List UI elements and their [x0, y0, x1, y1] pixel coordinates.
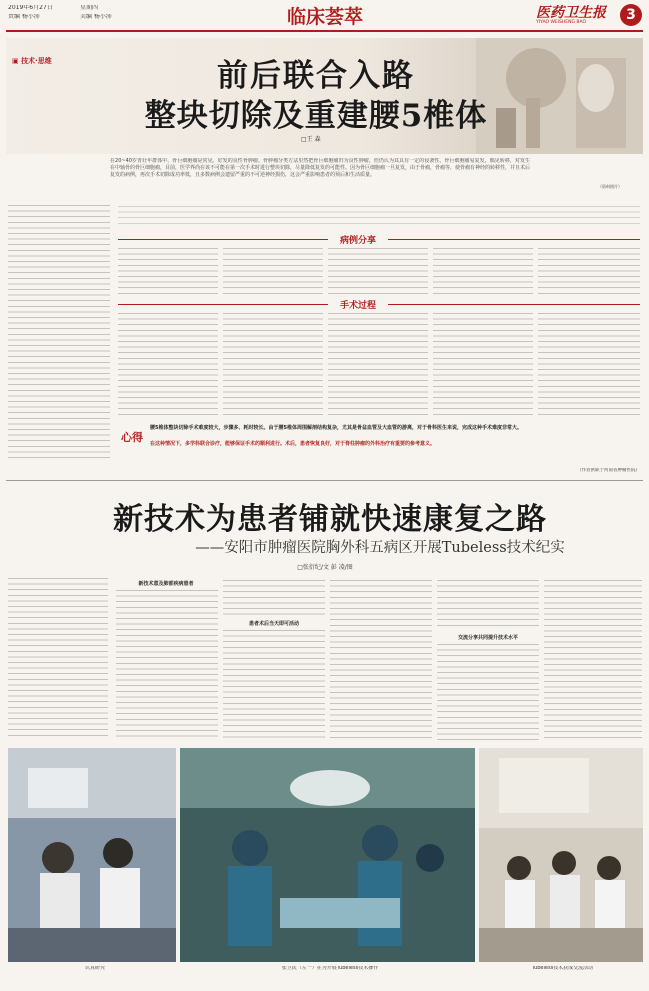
article1-hero [6, 38, 643, 154]
article1-surgery-column-3 [328, 313, 428, 415]
surgery-section-title: 手术过程 [339, 301, 376, 311]
article2-column-2a [223, 580, 325, 616]
article2-subhead-3: 交流分享共同提升技术水平 [457, 635, 518, 641]
article2-column-1 [116, 590, 218, 740]
exchange-scene-graphic [479, 748, 643, 962]
article1-surgery-column-2 [223, 313, 323, 415]
masthead-date: 2019年6月27日 [8, 5, 53, 11]
column-tag [12, 56, 52, 66]
article2-byline: □张衍纪/文 彭 凌/图 [297, 564, 353, 571]
masthead-paper-pinyin: YIYAO WEISHENG BAO [536, 20, 587, 25]
article2-column-4b [437, 644, 539, 740]
masthead-editor-left: 责编 杨小沛 [8, 14, 40, 20]
article1-photo-credit: （资料图片） [598, 184, 622, 189]
photo-surgery [180, 748, 475, 962]
caption-photo2: 张卫民（左一）在为开展Tubeless技术操作 [281, 966, 379, 971]
masthead-editor-right: 美编 杨小沛 [80, 14, 112, 20]
article2-column-2b [223, 630, 325, 740]
photo-exchange [479, 748, 643, 962]
surgery-section-rule-left [118, 304, 328, 305]
surgery-scene-graphic [180, 748, 475, 962]
caption-photo1: 认真研究 [84, 966, 105, 971]
article2-subtitle: ——安阳市肿瘤医院胸外科五病区开展Tubeless技术纪实 [195, 540, 565, 556]
article1-body-top [118, 206, 640, 228]
masthead-section: 临床荟萃 [286, 6, 363, 28]
page-number: 3 [626, 7, 636, 23]
article2-column-5 [544, 580, 642, 740]
masthead-rule [6, 30, 643, 32]
article2-intro-column [8, 578, 108, 738]
masthead-weekday: 星期四 [80, 5, 99, 11]
masthead-paper-name: 医药卫生报 [536, 5, 606, 21]
column-tag-text: 技术·思维 [21, 57, 52, 65]
article1-case-column-1 [118, 248, 218, 296]
article1-title-line1: 前后联合入路 [217, 58, 415, 94]
heart-box [118, 423, 640, 461]
heart-text-2: 在这种情况下，多学科联合诊疗，能够保证手术的顺利进行。术后，患者恢复良好，对于脊柱肿瘤的外科治疗有重要的参考意义。 [150, 441, 436, 447]
article-divider [6, 480, 643, 481]
article1-case-column-2 [223, 248, 323, 296]
heart-text-1: 腰5椎体整块切除手术难度较大，步骤多、耗时较长。由于腰5椎体周围解剖结构复杂，尤其是骨盆血管及大血管的游离，对于骨科医生来说，完成这种手术难度非常大。 [150, 425, 522, 431]
column-tag-icon: ▣ [12, 57, 22, 65]
page-number-badge [620, 4, 642, 26]
article1-case-column-3 [328, 248, 428, 296]
article2-title: 新技术为患者铺就快速康复之路 [113, 502, 547, 537]
article2-subhead-1: 新技术意及肺部疾病患者 [138, 581, 194, 587]
case-section-rule-left [118, 239, 328, 240]
article1-lead: 在20~40岁青壮年群体中，骨巨细胞瘤是常见、好发的良性骨肿瘤。骨肿瘤分类方法里然把骨巨细胞瘤归为良性肿瘤，但仍认为其具有一定的侵袭性。骨巨细胞瘤易复发，偶见转移，对发生在中轴骨的骨巨细胞瘤，目前，医学界尚在该不可能在第一次手术时进行整块切除，尽量降低复发的可能性。因为骨巨细胞瘤一旦复发，由于骨瘤，骨瘤等，使骨瘤有神经的转移性，并且术后复发的病例，再次手术切除成功率低，且多数病例会遗留严重的不可逆神经损伤，这会严重影响患者的预后和生活质量。 [110, 158, 530, 178]
heart-label: 心得 [121, 431, 143, 444]
article1-case-column-4 [433, 248, 533, 296]
case-section-rule-right [388, 239, 640, 240]
article1-case-column-5 [538, 248, 640, 296]
article2-column-3 [330, 580, 432, 740]
article1-surgery-column-4 [433, 313, 533, 415]
photo-research [8, 748, 176, 962]
surgery-section-rule-right [388, 304, 640, 305]
article2-column-4a [437, 580, 539, 630]
article1-surgery-column-5 [538, 313, 640, 415]
article1-title-line2: 整块切除及重建腰5椎体 [144, 98, 488, 134]
article1-left-column [8, 205, 110, 460]
article1-surgery-column-1 [118, 313, 218, 415]
masthead [0, 0, 649, 34]
article1-byline: □王 森 [301, 136, 321, 143]
caption-photo3: Tubeless技术获成交流活动 [531, 966, 594, 971]
research-scene-graphic [8, 748, 176, 962]
article2-subhead-2: 患者术后当天即可活动 [248, 621, 299, 627]
article1-author-note: （作者供职于河南省肿瘤医院） [577, 468, 640, 473]
case-section-title: 病例分享 [339, 236, 376, 246]
